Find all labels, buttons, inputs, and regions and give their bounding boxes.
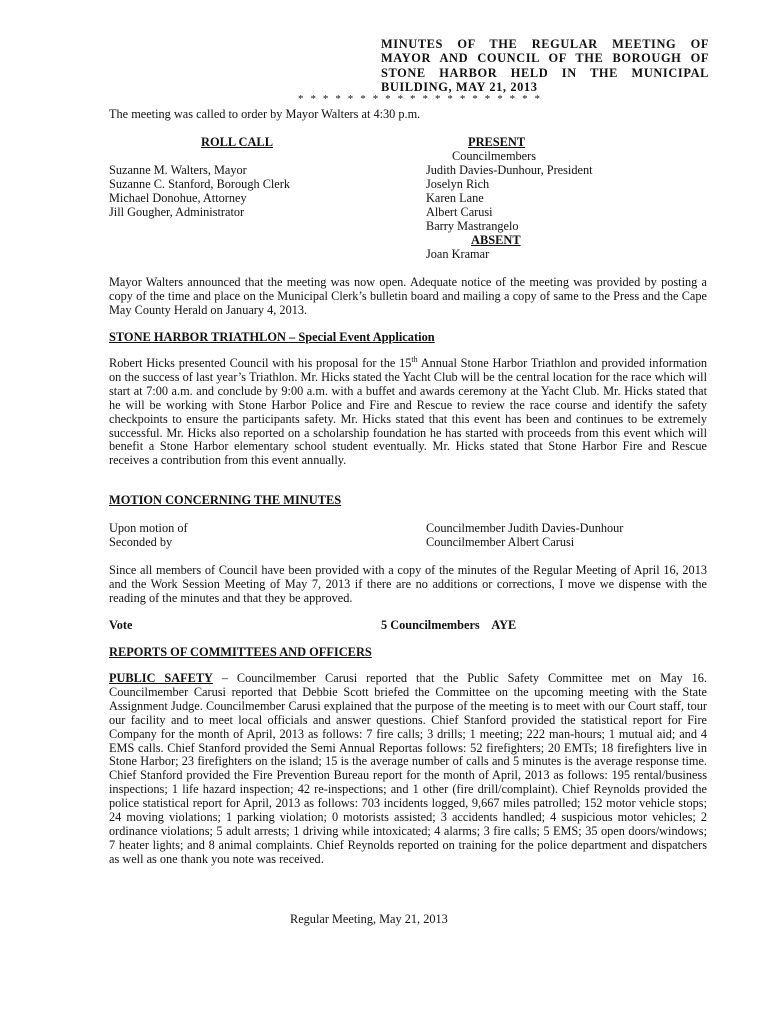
public-safety-label: PUBLIC SAFETY (109, 671, 213, 685)
reports-heading: REPORTS OF COMMITTEES AND OFFICERS (109, 645, 372, 659)
triathlon-paragraph (109, 354, 707, 468)
second-by: Councilmember Albert Carusi (426, 535, 575, 549)
roll-call-heading: ROLL CALL (201, 135, 273, 149)
opening-notice: Mayor Walters announced that the meeting was now open. Adequate notice of the meeting was provided by posting a copy of the time and place on the Municipal Clerk’s bulletin board and mailing a copy of same to the Press and the Cape May County Herald on January 4, 2013. (109, 275, 707, 317)
present-member: Barry Mastrangelo (426, 219, 519, 234)
motion-by: Councilmember Judith Davies-Dunhour (426, 521, 624, 535)
public-safety-paragraph (109, 672, 707, 867)
present-member: Albert Carusi (426, 205, 493, 220)
public-safety-text: – Councilmember Carusi reported that the Public Safety Committee met on May 16. Councilmember Carusi reported that Debbie Scott briefed the Committee on the upcoming meeting with the State Assignment Judge. Councilmember Carusi explained that the purpose of the meeting is to meet with our Court staff, tour our facility and to meet local officials and answer questions. Chief Stanford provided the statistical report for Fire Company for the month of April, 2013 as follows: 7 fire calls; 3 drills; 1 meeting; 222 man-hours; 1 mutual aid; and 4 EMS calls. Chief Stanford provided the Semi Annual Reportas follows: 52 firefighters; 20 EMTs; 18 firefighters live in Stone Harbor; 23 firefighters on the island; 15 is the average number of calls and 5 minutes is the average response time. Chief Stanford provided the Fire Prevention Bureau report for the month of April, 2013 as follows: 195 rental/business inspections; 1 life hazard inspection; 42 re-inspections; and 1 other (fire drill/complaint). Chief Reynolds provided the police statistical report for April, 2013 as follows: 703 incidents logged, 9,667 miles patrolled; 152 motor vehicle stops; 24 moving violations; 1 parking violation; 0 motorists assisted; 3 accidents handled; 4 suspicious motor vehicles; 2 ordinance violations; 5 adult arrests; 1 driving while intoxicated; 4 alarms; 3 fire calls; 5 EMS; 35 open doors/windows; 7 heater lights; and 8 animal complaints. Chief Reynolds reported on training for the police department and dispatchers as well as one thank you note was received. (109, 671, 707, 866)
absent-member: Joan Kramar (426, 247, 490, 261)
present-member: Joselyn Rich (426, 177, 490, 192)
present-subheading: Councilmembers (452, 149, 537, 163)
roll-call-member: Michael Donohue, Attorney (109, 191, 247, 206)
triathlon-heading: STONE HARBOR TRIATHLON – Special Event Application (109, 330, 435, 344)
roll-call-member: Jill Gougher, Administrator (109, 205, 245, 220)
triathlon-text-rest: Annual Stone Harbor Triathlon and provided information on the success of last year’s Triathlon. Mr. Hicks stated the Yacht Club will be the central location for the race which will start at 7:00 a.m. and conclude by 9:00 a.m. with a buffet and awards ceremony at the Yacht Club. Mr. Hicks stated that he will be working with Stone Harbor Police and Fire and Rescue to review the race course and identify the safety checkpoints to ensure the participants safety. Mr. Hicks stated that this event has been and continues to be extremely successful. Mr. Hicks also reported on a scholarship foundation he has started with proceeds from this event which will benefit a Stone Harbor elementary school student eventually. Mr. Hicks stated that Stone Harbor Fire and Rescue receives a contribution from this event annually. (109, 356, 707, 468)
triathlon-text-start: Robert Hicks presented Council with his proposal for the 15 (109, 356, 412, 370)
ordinal-suffix: th (411, 354, 418, 364)
separator-stars: * * * * * * * * * * * * * * * * * * * * (298, 93, 543, 105)
vote-result: 5 Councilmembers AYE (381, 618, 517, 632)
roll-call-member: Suzanne M. Walters, Mayor (109, 163, 247, 177)
present-member: Judith Davies-Dunhour, President (426, 163, 593, 177)
page-footer: Regular Meeting, May 21, 2013 (290, 912, 448, 926)
present-heading: PRESENT (468, 135, 526, 149)
present-list (426, 163, 593, 233)
minutes-motion-text: Since all members of Council have been provided with a copy of the minutes of the Regular Meeting of April 16, 2013 and the Work Session Meeting of May 7, 2013 if there are no additions or corrections, I move we dispense with the reading of the minutes and that they be approved. (109, 563, 707, 605)
minutes-motion-heading: MOTION CONCERNING THE MINUTES (109, 493, 342, 507)
roll-call-member: Suzanne C. Stanford, Borough Clerk (109, 177, 291, 192)
second-label: Seconded by (109, 535, 173, 549)
call-to-order: The meeting was called to order by Mayor Walters at 4:30 p.m. (109, 107, 421, 121)
present-member: Karen Lane (426, 191, 484, 206)
document-title: MINUTES OF THE REGULAR MEETING OF MAYOR AND COUNCIL OF THE BOROUGH OF STONE HARBOR HELD IN THE MUNICIPAL BUILDING, MAY 21, 2013 (381, 37, 709, 94)
absent-heading: ABSENT (471, 233, 521, 247)
vote-label: Vote (109, 618, 133, 632)
motion-label: Upon motion of (109, 521, 188, 535)
roll-call-list (109, 163, 290, 219)
